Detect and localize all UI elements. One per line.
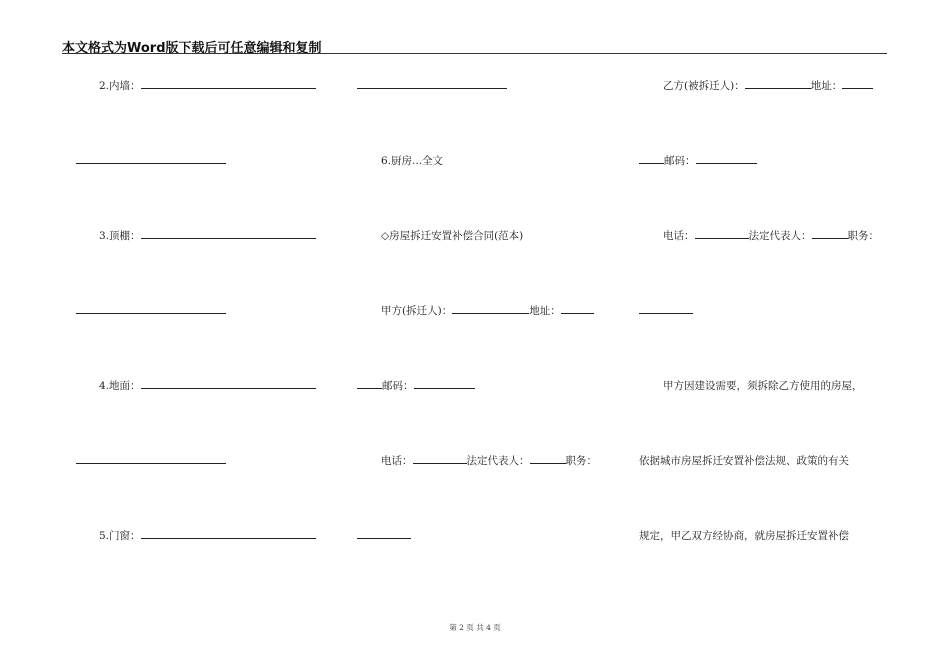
legal-rep-blank [530,454,566,464]
party-b-address-label: 地址： [810,80,843,92]
continuation-blank [357,79,507,89]
doors-windows-blank [141,529,316,539]
address-continuation-blank [357,379,382,389]
phone-blank [695,229,749,239]
party-a-label: 甲方(拆迁人)： [381,305,453,317]
blank-line [76,154,226,168]
postcode-blank [696,154,757,164]
item-doors-windows [99,529,316,543]
party-a-contact-line [381,454,597,468]
blank-line [357,79,507,93]
legal-rep-blank [812,229,848,239]
kitchen-item: 6.厨房...全文 [381,155,444,167]
party-b-line [663,79,873,93]
continuation-blank [76,454,226,464]
party-b-blank [745,79,811,89]
phone-label: 电话： [381,455,413,467]
phone-blank [413,454,467,464]
document-header-title: 本文格式为Word版下载后可任意编辑和复制 [62,41,322,56]
party-a-address-label: 地址： [529,305,561,317]
ceiling-blank [141,229,316,239]
blank-line [76,304,226,318]
page-number-footer: 第 2 页 共 4 页 [449,623,501,632]
postcode-blank [414,379,475,389]
blank-line [76,454,226,468]
party-b-contact-line [663,229,879,243]
position-blank [639,304,693,314]
ceiling-label: 3.顶棚： [99,230,141,242]
party-b-address-blank [842,79,873,89]
blank-line [639,304,693,318]
party-b-label: 乙方(被拆迁人)： [663,80,745,92]
continuation-blank [76,154,226,164]
address-continuation-blank [639,154,664,164]
position-label: 职务： [847,230,879,242]
continuation-blank [76,304,226,314]
party-a-postcode-line [357,379,475,393]
blank-line [357,529,411,543]
legal-rep-label: 法定代表人： [466,455,530,467]
party-a-line [381,304,594,318]
legal-rep-label: 法定代表人： [748,230,812,242]
item-inner-wall [99,79,316,93]
position-blank [357,529,411,539]
floor-blank [141,379,316,389]
doors-windows-label: 5.门窗： [99,530,141,542]
inner-wall-label: 2.内墙： [99,80,141,92]
paragraph-line: 甲方因建设需要，须拆除乙方使用的房屋， [663,380,863,392]
party-a-blank [452,304,529,314]
postcode-label: 邮码： [382,380,414,392]
contract-title: ◇房屋拆迁安置补偿合同(范本) [381,230,524,242]
paragraph-line: 依据城市房屋拆迁安置补偿法规、政策的有关 [639,455,849,467]
position-label: 职务： [565,455,597,467]
header-divider [62,53,887,54]
floor-label: 4.地面： [99,380,141,392]
inner-wall-blank [141,79,316,89]
item-floor [99,379,316,393]
item-ceiling [99,229,316,243]
postcode-label: 邮码： [664,155,696,167]
party-b-postcode-line [639,154,757,168]
paragraph-line: 规定，甲乙双方经协商，就房屋拆迁安置补偿 [639,530,849,542]
party-a-address-blank [561,304,594,314]
phone-label: 电话： [663,230,695,242]
